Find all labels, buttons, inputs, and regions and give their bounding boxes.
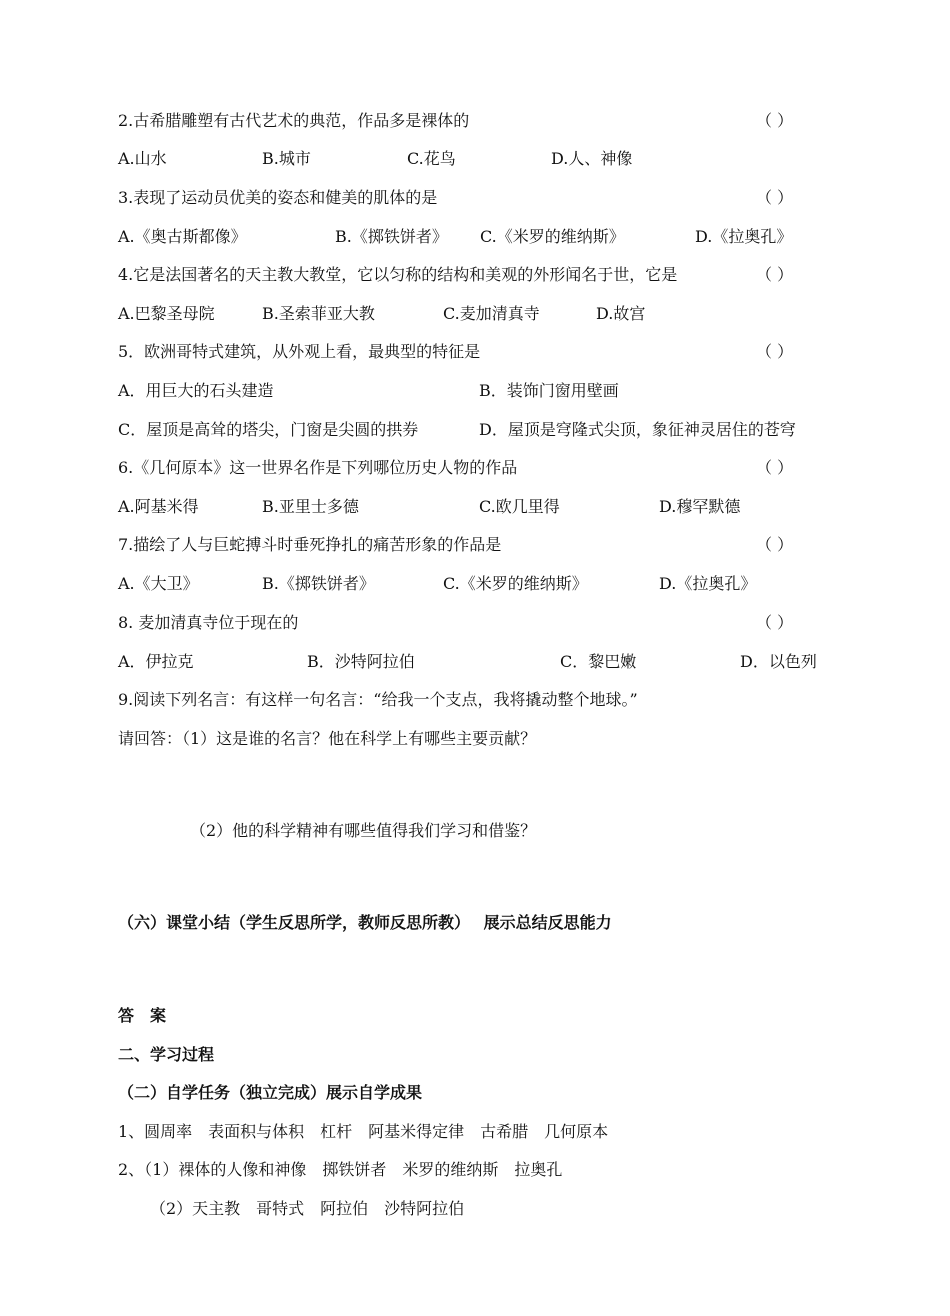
answers-section-heading: 二、学习过程 [118, 1045, 215, 1064]
answers-line-2: 2、（1）裸体的人像和神像 掷铁饼者 米罗的维纳斯 拉奥孔 [118, 1160, 563, 1179]
question-3-option-a: A.《奥古斯都像》 [118, 227, 247, 246]
question-4-option-a: A.巴黎圣母院 [118, 304, 215, 323]
question-8-option-d: D．以色列 [740, 652, 817, 671]
question-2-option-a: A.山水 [118, 149, 167, 168]
question-3-stem: 3.表现了运动员优美的姿态和健美的肌体的是 [118, 188, 438, 207]
question-7-option-a: A.《大卫》 [118, 574, 199, 593]
question-6-option-c: C.欧几里得 [479, 497, 560, 516]
question-7-stem: 7.描绘了人与巨蛇搏斗时垂死挣扎的痛苦形象的作品是 [118, 535, 502, 554]
question-3-option-c: C.《米罗的维纳斯》 [480, 227, 625, 246]
question-2-option-d: D.人、神像 [551, 149, 633, 168]
question-9-sub1: 请回答：（1）这是谁的名言？他在科学上有哪些主要贡献？ [118, 729, 537, 748]
question-3-option-b: B.《掷铁饼者》 [335, 227, 448, 246]
question-6-stem: 6.《几何原本》这一世界名作是下列哪位历史人物的作品 [118, 458, 518, 477]
question-9-sub2: （2）他的科学精神有哪些值得我们学习和借鉴？ [190, 821, 537, 840]
answers-line-3: （2）天主教 哥特式 阿拉伯 沙特阿拉伯 [150, 1199, 465, 1218]
class-summary-heading: （六）课堂小结（学生反思所学，教师反思所教） 展示总结反思能力 [118, 913, 612, 932]
question-8-option-c: C．黎巴嫩 [560, 652, 637, 671]
question-5-option-d: D．屋顶是穹隆式尖顶，象征神灵居住的苍穹 [479, 420, 796, 439]
question-2-stem: 2.古希腊雕塑有古代艺术的典范，作品多是裸体的 [118, 111, 470, 130]
question-7-answer-blank: （ ） [756, 535, 794, 554]
question-7-option-d: D.《拉奥孔》 [659, 574, 757, 593]
question-5-option-b: B．装饰门窗用壁画 [479, 381, 619, 400]
question-8-option-a: A．伊拉克 [118, 652, 194, 671]
question-7-option-c: C.《米罗的维纳斯》 [443, 574, 588, 593]
question-7-option-b: B.《掷铁饼者》 [262, 574, 375, 593]
question-8-stem: 8. 麦加清真寺位于现在的 [118, 613, 299, 632]
question-8-option-b: B．沙特阿拉伯 [307, 652, 415, 671]
question-4-option-d: D.故宫 [596, 304, 646, 323]
question-2-option-c: C.花鸟 [407, 149, 456, 168]
question-6-option-b: B.亚里士多德 [262, 497, 359, 516]
answers-subsection-heading: （二）自学任务（独立完成）展示自学成果 [118, 1083, 423, 1102]
question-3-answer-blank: （ ） [756, 188, 794, 207]
question-4-answer-blank: （ ） [756, 265, 794, 284]
question-6-option-a: A.阿基米得 [118, 497, 199, 516]
question-6-option-d: D.穆罕默德 [659, 497, 741, 516]
question-5-answer-blank: （ ） [756, 342, 794, 361]
question-5-option-c: C．屋顶是高耸的塔尖，门窗是尖圆的拱券 [118, 420, 419, 439]
question-2-option-b: B.城市 [262, 149, 311, 168]
question-2-answer-blank: （ ） [756, 111, 794, 130]
question-4-option-c: C.麦加清真寺 [443, 304, 540, 323]
question-9-stem: 9.阅读下列名言：有这样一句名言：“给我一个支点，我将撬动整个地球。” [118, 690, 638, 709]
question-5-option-a: A．用巨大的石头建造 [118, 381, 274, 400]
question-8-answer-blank: （ ） [756, 613, 794, 632]
answers-line-1: 1、圆周率 表面积与体积 杠杆 阿基米得定律 古希腊 几何原本 [118, 1122, 609, 1141]
question-5-stem: 5．欧洲哥特式建筑，从外观上看，最典型的特征是 [118, 342, 481, 361]
question-6-answer-blank: （ ） [756, 458, 794, 477]
answers-title: 答 案 [118, 1006, 167, 1025]
question-4-stem: 4.它是法国著名的天主教大教堂，它以匀称的结构和美观的外形闻名于世，它是 [118, 265, 678, 284]
question-3-option-d: D.《拉奥孔》 [695, 227, 793, 246]
question-4-option-b: B.圣索菲亚大教 [262, 304, 375, 323]
